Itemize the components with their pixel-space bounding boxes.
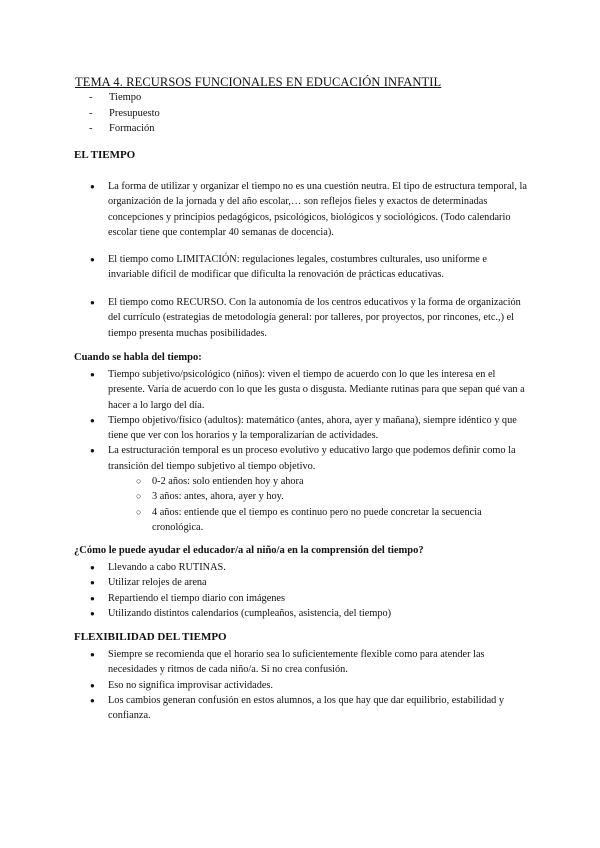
outline-list [89,90,160,137]
list-item-text: La estructuración temporal es un proceso evolutivo y educativo largo que podemos definir como la transición del tiempo subjetivo al tiempo objetivo. [108,445,516,472]
list-item: ● Tiempo objetivo/físico (adultos): matemático (antes, ahora, ayer y mañana), siempre idéntico y que tiene que ver con los horarios y la temporalizarían de actividades. [90,413,530,444]
outline-item: - Presupuesto [89,106,160,122]
list-item: ● La forma de utilizar y organizar el tiempo no es una cuestión neutra. El tipo de estructura temporal, la organización de la jornada y del año escolar,… son reflejos fieles y exactos de determinadas concepciones y principios pedagógicos, psicológicos, biológicos y sociológicos. (Todo calendario escolar tiene que contemplar 40 semanas de docencia). [90,179,530,240]
list-item: ● El tiempo como RECURSO. Con la autonomía de los centros educativos y la forma de organización del currículo (estrategias de metodología general: por talleres, por proyectos, por rincones, etc.,) el tiempo presenta muchas posibilidades. [90,295,530,341]
age-sublist [108,474,530,535]
document-title: TEMA 4. RECURSOS FUNCIONALES EN EDUCACIÓN INFANTIL [75,75,442,89]
list-item: ● Utilizando distintos calendarios (cumpleaños, asistencia, del tiempo) [90,606,530,621]
list-item: ● Los cambios generan confusión en estos alumnos, a los que hay que dar equilibrio, estabilidad y confianza. [90,693,530,724]
list-item: ● Utilizar relojes de arena [90,575,530,590]
section-heading-tiempo: EL TIEMPO [74,149,136,161]
list-item: ● Tiempo subjetivo/psicológico (niños): viven el tiempo de acuerdo con lo que les interesa en el presente. Varía de acuerdo con lo que les gusta o disgusta. Mediante rutinas para que sepan qué van a hacer a lo largo del día. [90,367,530,413]
outline-item: - Tiempo [89,90,160,106]
tiempo-paragraph-list [90,179,530,240]
list-item: ● Eso no significa improvisar actividades. [90,678,530,693]
sublist-item: ○ 0-2 años: solo entienden hoy y ahora [136,474,530,489]
tiempo-paragraph-list [90,252,530,283]
cuando-list [90,367,530,535]
flexibilidad-list [90,647,530,723]
sublist-item: ○ 3 años: antes, ahora, ayer y hoy. [136,489,530,504]
section-heading-flexibilidad: FLEXIBILIDAD DEL TIEMPO [74,631,227,643]
outline-item: - Formación [89,121,160,137]
tiempo-paragraph-list [90,295,530,341]
list-item: ● Llevando a cabo RUTINAS. [90,560,530,575]
section-heading-ayudar: ¿Cómo le puede ayudar el educador/a al niño/a en la comprensión del tiempo? [74,545,424,556]
section-heading-cuando: Cuando se habla del tiempo: [74,352,202,363]
ayudar-list [90,560,530,621]
list-item: ● Siempre se recomienda que el horario sea lo suficientemente flexible como para atender las necesidades y ritmos de cada niño/a. Si no crea confusión. [90,647,530,678]
list-item [90,443,530,535]
list-item: ● Repartiendo el tiempo diario con imágenes [90,591,530,606]
list-item: ● El tiempo como LIMITACIÓN: regulaciones legales, costumbres culturales, uso uniforme e invariable difícil de modificar que dificulta la renovación de prácticas educativas. [90,252,530,283]
sublist-item: ○ 4 años: entiende que el tiempo es continuo pero no puede concretar la secuencia cronológica. [136,505,530,536]
